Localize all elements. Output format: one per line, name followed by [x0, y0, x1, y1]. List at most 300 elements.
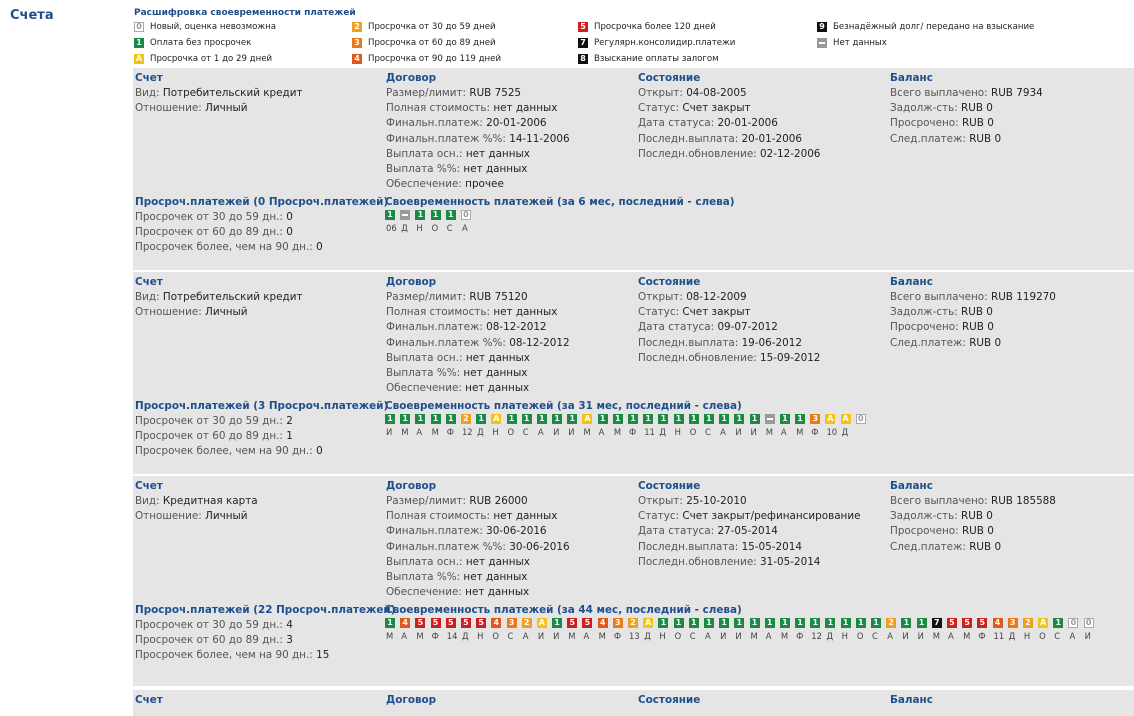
payment-status-cell: A: [538, 618, 545, 627]
payment-status-cell: 4: [491, 618, 501, 628]
payment-month: [643, 618, 658, 646]
field-label: Статус:: [638, 510, 680, 523]
field-label: Дата статуса:: [638, 321, 715, 334]
state-status-date: [638, 524, 888, 539]
balance-overdue: [890, 320, 1134, 335]
field-label: Обеспечение:: [386, 586, 462, 599]
field-label: Полная стоимость:: [386, 510, 490, 523]
field-label: Просрочек от 60 до 89 дн.:: [135, 634, 283, 647]
payment-status-cell: 1: [446, 210, 456, 220]
overdue-90-plus: [135, 240, 388, 255]
payment-month-label: И: [735, 631, 742, 641]
payment-status-cell: 1: [507, 414, 517, 424]
payment-month: [825, 618, 840, 646]
field-value: RUB 0: [961, 321, 994, 334]
payment-month: [461, 210, 476, 238]
payment-month-label: 11: [993, 631, 1005, 641]
field-label: Полная стоимость:: [386, 102, 490, 115]
payment-month-label: Н: [659, 631, 666, 641]
payment-status-cell: 1: [415, 210, 425, 220]
payment-status-cell: 1: [689, 618, 699, 628]
payment-status-cell: A: [584, 414, 591, 423]
payment-status-cell: 1: [734, 618, 744, 628]
account-type: [135, 86, 385, 101]
payment-month: [537, 414, 552, 442]
field-value: 04-08-2005: [686, 87, 747, 99]
payment-status-cell: 5: [446, 618, 456, 628]
overdue-title: Просроч.платежей (22 Просроч.платежей): [135, 604, 396, 616]
contract-final-payment: [386, 116, 636, 131]
field-label: Последн.выплата:: [638, 540, 739, 553]
status-cell-new: 0: [134, 22, 144, 32]
payment-status-cell: A: [493, 414, 500, 423]
payment-month: [400, 210, 415, 238]
payment-status-cell: 1: [674, 414, 684, 424]
overdue-title: Просроч.платежей (3 Просроч.платежей): [135, 400, 389, 412]
field-label: Просрочек более, чем на 90 дн.:: [135, 241, 313, 254]
contract-final-payment-pct: [386, 540, 636, 555]
legend-title: Расшифровка своевременности платежей: [134, 8, 356, 18]
field-value: Личный: [205, 306, 248, 319]
payment-month: [689, 618, 704, 646]
payment-status-cell: 1: [750, 618, 760, 628]
payment-status-cell: 5: [582, 618, 592, 628]
contract-total-cost: [386, 509, 636, 524]
payment-month: [719, 414, 734, 442]
payment-status-cell: 5: [415, 618, 425, 628]
field-value: нет данных: [463, 162, 528, 175]
field-value: 20-01-2006: [486, 117, 547, 130]
payment-month: [582, 414, 597, 442]
payment-month-label: М: [765, 427, 773, 437]
payment-status-cell: 1: [567, 414, 577, 424]
field-label: Просрочек от 30 до 59 дн.:: [135, 619, 283, 631]
legend-text: Оплата без просрочек: [150, 38, 252, 48]
payment-month-label: Ф: [613, 631, 622, 641]
field-label: Размер/лимит:: [386, 87, 467, 99]
legend-item-late-120: [578, 21, 716, 33]
payment-status-cell: 1: [780, 618, 790, 628]
payment-month-label: Н: [416, 223, 423, 233]
payment-month: [613, 414, 628, 442]
field-label: Финальн.платеж %%:: [386, 132, 506, 145]
field-label: Выплата %%:: [386, 570, 461, 583]
field-label: Выплата осн.:: [386, 351, 463, 364]
payment-month: [385, 618, 400, 646]
payment-month: [476, 414, 491, 442]
payment-month: [446, 210, 461, 238]
payment-month: [765, 414, 780, 442]
payment-month: [856, 414, 871, 442]
state-opened: [638, 290, 888, 305]
payment-status-cell: 4: [598, 618, 608, 628]
payment-month: [431, 210, 446, 238]
timeliness-title: Своевременность платежей (за 6 мес, последний - слева): [385, 196, 735, 208]
field-label: Финальн.платеж %%:: [386, 336, 506, 349]
payment-month: [886, 618, 901, 646]
field-value: нет данных: [465, 555, 530, 568]
field-value: нет данных: [465, 351, 530, 364]
field-value: 0: [286, 226, 293, 239]
state-status-date: [638, 116, 888, 131]
account-card: [133, 68, 1134, 270]
payment-month: [780, 414, 795, 442]
payment-status-cell: 1: [537, 414, 547, 424]
field-value: 0: [316, 445, 323, 458]
payment-status-cell: 1: [658, 618, 668, 628]
field-value: 31-05-2014: [760, 555, 821, 568]
payment-status-cell: 5: [947, 618, 957, 628]
contract-limit: [386, 290, 636, 305]
contract-limit: [386, 494, 636, 509]
payment-month-label: И: [568, 427, 575, 437]
payment-status-cell: 4: [993, 618, 1003, 628]
field-value: Личный: [205, 510, 248, 523]
payment-month-label: Ф: [978, 631, 986, 641]
field-label: Финальн.платеж:: [386, 525, 483, 538]
payment-status-cell: 2: [886, 618, 896, 628]
payment-month-label: Ф: [811, 427, 819, 437]
field-value: RUB 0: [961, 525, 994, 538]
field-value: 09-07-2012: [717, 321, 778, 334]
status-cell-consolidated: 7: [578, 38, 588, 48]
field-value: 08-12-2012: [509, 336, 570, 349]
payment-month-label: А: [416, 427, 423, 437]
payment-month: [446, 618, 461, 646]
payment-month-label: М: [613, 427, 622, 437]
payment-status-cell: [400, 210, 410, 220]
payment-month-label: Д: [461, 631, 469, 641]
field-value: RUB 0: [969, 540, 1002, 553]
field-label: Отношение:: [135, 306, 202, 319]
payment-status-cell: A: [842, 414, 849, 423]
payment-status-cell: 1: [658, 414, 668, 424]
payment-month: [674, 618, 689, 646]
payment-month-label: С: [704, 427, 711, 437]
contract-final-payment-pct: [386, 336, 636, 351]
payment-month-label: М: [386, 631, 394, 641]
legend-text: Новый, оценка невозможна: [150, 22, 276, 32]
payment-status-cell: 2: [628, 618, 638, 628]
field-label: Финальн.платеж:: [386, 321, 483, 334]
section-title-accounts: Счета: [10, 8, 54, 23]
payment-month-label: М: [780, 631, 789, 641]
payment-month-label: О: [431, 223, 439, 233]
balance-header: Баланс: [890, 72, 933, 84]
payment-status-cell: 1: [901, 618, 911, 628]
payment-month-label: Д: [1008, 631, 1016, 641]
overdue-90-plus: [135, 444, 388, 459]
field-value: RUB 119270: [990, 291, 1056, 303]
acct-header: Счет: [135, 72, 163, 84]
state-opened: [638, 494, 888, 509]
field-value: 3: [286, 634, 293, 647]
payment-month-label: А: [947, 631, 954, 641]
field-label: След.платеж:: [890, 336, 966, 349]
payment-status-cell: 1: [704, 618, 714, 628]
payment-month-label: А: [583, 631, 590, 641]
legend-text: Взыскание оплаты залогом: [594, 54, 719, 64]
payment-status-cell: 2: [461, 414, 471, 424]
field-label: Обеспечение:: [386, 178, 462, 191]
field-value: Потребительский кредит: [162, 291, 303, 303]
field-value: RUB 26000: [469, 495, 528, 507]
field-label: Статус:: [638, 102, 680, 115]
payment-status-cell: 1: [385, 618, 395, 628]
payment-status-cell: 1: [628, 414, 638, 424]
payment-status-cell: 1: [856, 618, 866, 628]
field-value: RUB 7934: [990, 87, 1043, 99]
payment-month-label: А: [401, 631, 407, 641]
legend-item-collateral: [578, 53, 719, 65]
payment-month: [917, 618, 932, 646]
legend-text: Просрочка более 120 дней: [594, 22, 716, 32]
payment-status-cell: 1: [917, 618, 927, 628]
payment-month: [415, 618, 430, 646]
field-value: нет данных: [493, 306, 558, 319]
legend-item-consolidated: [578, 37, 735, 49]
legend-text: Просрочка от 1 до 29 дней: [150, 54, 273, 64]
field-label: Вид:: [135, 495, 160, 507]
payment-month-label: М: [750, 631, 758, 641]
payment-month: [734, 618, 749, 646]
acct-header: Счет: [135, 480, 163, 492]
state-status: [638, 305, 888, 320]
payment-status-cell: 1: [598, 414, 608, 424]
field-label: Последн.выплата:: [638, 132, 739, 145]
payment-month: [658, 414, 673, 442]
payment-status-cell: 1: [400, 414, 410, 424]
payment-month: [400, 618, 415, 646]
payment-month: [658, 618, 673, 646]
status-cell-ontime: 1: [134, 38, 144, 48]
contract-header: Договор: [386, 276, 437, 288]
contract-header: Договор: [386, 694, 437, 706]
legend-text: Просрочка от 60 до 89 дней: [368, 38, 496, 48]
payment-month: [704, 414, 719, 442]
balance-overdue: [890, 524, 1134, 539]
payment-month-label: О: [492, 631, 499, 641]
payment-month: [1008, 618, 1023, 646]
field-value: Потребительский кредит: [162, 87, 303, 99]
field-value: 15-05-2014: [741, 540, 802, 553]
payment-month-label: Д: [826, 631, 833, 641]
overdue-60-89: [135, 633, 395, 648]
payment-month: [962, 618, 977, 646]
payment-month: [385, 210, 400, 238]
balance-debt: [890, 101, 1134, 116]
payment-status-cell: 1: [431, 414, 441, 424]
balance-header: Баланс: [890, 276, 933, 288]
payment-month-label: 10: [826, 427, 838, 437]
payment-month-label: Н: [1023, 631, 1031, 641]
legend-text: Просрочка от 90 до 119 дней: [368, 54, 502, 64]
field-value: 30-06-2016: [509, 540, 570, 553]
balance-next-payment: [890, 132, 1134, 147]
field-value: нет данных: [493, 102, 558, 115]
payment-status-cell: 1: [795, 414, 805, 424]
payment-month-label: И: [386, 427, 393, 437]
field-value: RUB 185588: [990, 495, 1056, 507]
payment-month-label: 12: [811, 631, 822, 641]
payment-status-cell: 2: [1023, 618, 1033, 628]
payment-month: [507, 414, 522, 442]
field-value: 25-10-2010: [686, 495, 747, 507]
payment-month-label: М: [598, 631, 606, 641]
status-cell-bad-debt: 9: [817, 22, 827, 32]
contract-total-cost: [386, 305, 636, 320]
field-label: Вид:: [135, 87, 160, 99]
field-value: нет данных: [465, 147, 530, 160]
payment-month-label: И: [553, 427, 560, 437]
field-value: 1: [286, 430, 293, 443]
state-status: [638, 101, 888, 116]
payment-month: [461, 618, 476, 646]
payment-month: [674, 414, 689, 442]
state-header: Состояние: [638, 276, 701, 288]
payment-status-cell: 1: [871, 618, 881, 628]
state-last-update: [638, 351, 888, 366]
payment-status-cell: 1: [841, 618, 851, 628]
state-header: Состояние: [638, 72, 701, 84]
field-label: Размер/лимит:: [386, 495, 467, 507]
field-value: RUB 0: [961, 102, 993, 115]
state-header: Состояние: [638, 480, 701, 492]
payment-month: [491, 414, 506, 442]
payment-status-cell: 1: [765, 618, 775, 628]
payment-month: [567, 414, 582, 442]
legend-item-late-60-89: [352, 37, 496, 49]
payment-month: [795, 414, 810, 442]
payment-month-label: Д: [659, 427, 666, 437]
payment-status-cell: 0: [461, 210, 471, 220]
field-label: Последн.обновление:: [638, 555, 757, 568]
contract-final-payment: [386, 524, 636, 539]
field-label: Отношение:: [135, 510, 202, 523]
payment-month: [765, 618, 780, 646]
overdue-90-plus: [135, 648, 395, 663]
payment-month-label: С: [522, 427, 529, 437]
legend-text: Безнадёжный долг/ передано на взыскание: [833, 22, 1035, 32]
payment-status-cell: 3: [507, 618, 517, 628]
field-label: След.платеж:: [890, 132, 966, 145]
payment-month-label: М: [932, 631, 940, 641]
acct-header: Счет: [135, 276, 163, 288]
field-label: Выплата %%:: [386, 162, 461, 175]
balance-next-payment: [890, 336, 1134, 351]
payment-month-label: Ф: [629, 427, 637, 437]
field-label: Просрочено:: [890, 525, 959, 538]
payment-status-cell: 1: [795, 618, 805, 628]
payment-status-cell: 1: [415, 414, 425, 424]
payment-month-label: И: [750, 427, 757, 437]
payment-month-label: О: [689, 427, 697, 437]
legend-item-ontime: [134, 37, 251, 49]
payment-month: [461, 414, 476, 442]
legend-text: Нет данных: [833, 38, 887, 48]
account-relation: [135, 509, 385, 524]
field-label: Дата статуса:: [638, 525, 715, 538]
field-value: Счет закрыт: [682, 102, 751, 115]
payment-status-cell: 1: [613, 414, 623, 424]
field-label: Всего выплачено:: [890, 495, 988, 507]
timeliness-grid: [385, 414, 1130, 442]
account-card: [133, 476, 1134, 686]
payment-month: [901, 618, 916, 646]
payment-month-label: А: [765, 631, 772, 641]
field-value: нет данных: [493, 510, 558, 523]
payment-month: [841, 414, 856, 442]
payment-status-cell: A: [827, 414, 834, 423]
payment-status-cell: 1: [431, 210, 441, 220]
legend-text: Просрочка от 30 до 59 дней: [368, 22, 496, 32]
payment-month-label: М: [568, 631, 576, 641]
state-last-payment: [638, 132, 888, 147]
timeliness-grid: [385, 210, 1130, 238]
balance-total-paid: [890, 290, 1134, 305]
payment-month-label: С: [446, 223, 453, 233]
payment-month-label: Д: [401, 223, 408, 233]
field-value: RUB 0: [961, 306, 993, 319]
field-label: Задолж-сть:: [890, 510, 958, 523]
payment-month: [552, 618, 567, 646]
payment-month: [628, 414, 643, 442]
overdue-30-59: [135, 618, 395, 633]
state-last-update: [638, 147, 888, 162]
overdue-60-89: [135, 429, 388, 444]
field-value: 15: [316, 649, 330, 662]
field-value: 27-05-2014: [717, 525, 778, 538]
payment-month: [415, 414, 430, 442]
field-label: Полная стоимость:: [386, 306, 490, 319]
field-label: Просрочек от 30 до 59 дн.:: [135, 415, 283, 427]
payment-status-cell: 0: [1068, 618, 1078, 628]
field-value: Счет закрыт: [682, 306, 751, 319]
contract-final-payment-pct: [386, 132, 636, 147]
legend-item-bad-debt: [817, 21, 1034, 33]
payment-status-cell: 1: [446, 414, 456, 424]
status-cell-collateral: 8: [578, 54, 588, 64]
payment-month: [977, 618, 992, 646]
field-label: Последн.выплата:: [638, 336, 739, 349]
field-label: Просрочек от 60 до 89 дн.:: [135, 226, 283, 239]
payment-month-label: 06: [386, 223, 397, 233]
account-type: [135, 290, 385, 305]
field-label: Просрочек от 60 до 89 дн.:: [135, 430, 283, 443]
payment-month: [598, 414, 613, 442]
payment-month-label: 13: [629, 631, 640, 641]
contract-final-payment: [386, 320, 636, 335]
field-value: RUB 0: [961, 117, 994, 130]
payment-month-label: И: [917, 631, 924, 641]
contract-pay-principal: [386, 351, 636, 366]
payment-month-label: И: [553, 631, 560, 641]
contract-collateral: [386, 381, 636, 396]
contract-header: Договор: [386, 72, 437, 84]
status-cell-late-60-89: 3: [352, 38, 362, 48]
field-value: RUB 0: [969, 132, 1002, 145]
timeliness-title: Своевременность платежей (за 44 мес, последний - слева): [385, 604, 742, 616]
payment-month-label: М: [583, 427, 591, 437]
payment-month: [567, 618, 582, 646]
field-label: Задолж-сть:: [890, 306, 958, 319]
payment-status-cell: 1: [552, 414, 562, 424]
payment-status-cell: 0: [1084, 618, 1094, 628]
field-label: Просрочек более, чем на 90 дн.:: [135, 445, 313, 458]
payment-month: [385, 414, 400, 442]
payment-month: [400, 414, 415, 442]
payment-month-label: С: [872, 631, 878, 641]
